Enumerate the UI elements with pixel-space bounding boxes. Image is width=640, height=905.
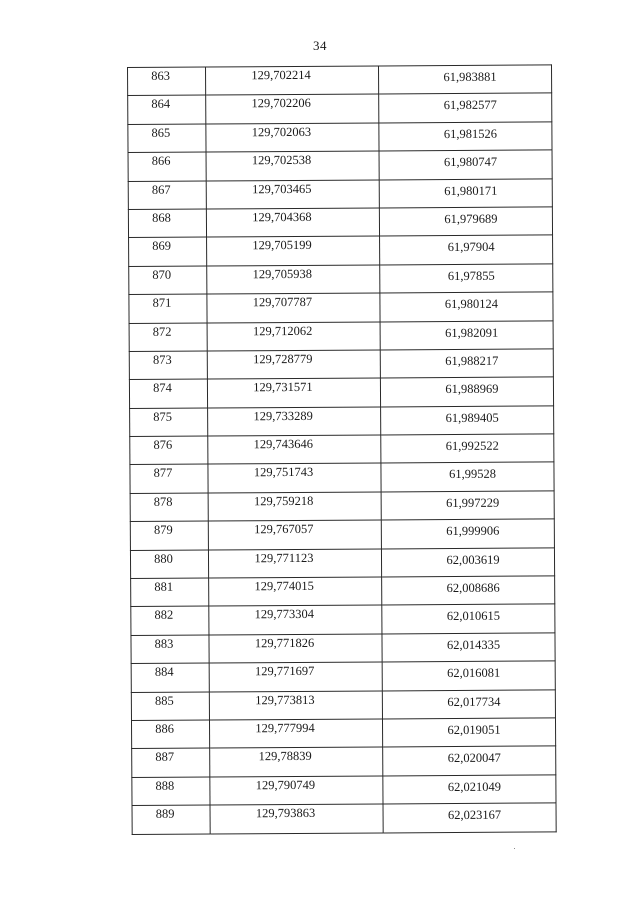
coordinate-x-value: 129,702214 (251, 67, 311, 83)
coordinate-x-cell (209, 634, 382, 663)
coordinate-x-cell (207, 378, 380, 407)
table-row (128, 93, 552, 124)
point-number-value: 863 (151, 68, 170, 83)
table-row (128, 65, 552, 96)
table-row (131, 633, 555, 664)
coordinate-x-value: 129,704368 (252, 209, 312, 225)
coordinate-y-value: 61,99528 (449, 467, 496, 482)
point-number-cell (132, 805, 210, 834)
table-row (131, 661, 555, 692)
coordinate-y-cell (382, 689, 555, 718)
coordinate-y-value: 61,983881 (443, 69, 497, 85)
coordinate-x-value: 129,743646 (253, 436, 314, 452)
coordinate-x-value: 129,78839 (258, 749, 312, 764)
coordinate-y-cell (379, 93, 552, 122)
coordinate-y-value: 61,997229 (446, 495, 500, 510)
coordinate-x-cell (208, 463, 381, 492)
coordinate-y-cell (382, 718, 555, 747)
point-number-value: 877 (153, 466, 173, 481)
point-number-value: 885 (154, 693, 174, 708)
coordinate-y-cell (378, 65, 551, 94)
coordinate-y-cell (379, 122, 552, 151)
table-row (130, 462, 554, 493)
coordinate-y-value: 61,980747 (443, 154, 498, 170)
page-number: 34 (313, 38, 327, 53)
coordinate-y-value: 62,023167 (447, 807, 502, 823)
point-number-cell (130, 464, 208, 493)
table-row (131, 689, 555, 720)
coordinate-x-cell (209, 691, 382, 720)
coordinate-y-cell (380, 264, 553, 293)
point-number-cell (129, 323, 207, 352)
point-number-cell (128, 67, 206, 96)
coordinate-x-cell (206, 180, 379, 209)
coordinate-y-value: 61,981526 (443, 126, 498, 141)
point-number-value: 883 (154, 636, 174, 651)
point-number-cell (130, 550, 208, 579)
point-number-value: 866 (151, 153, 171, 169)
point-number-value: 879 (153, 522, 173, 538)
point-number-cell (129, 351, 207, 380)
coordinate-y-value: 61,97904 (447, 240, 495, 255)
point-number-value: 881 (154, 579, 174, 594)
point-number-cell (129, 379, 207, 408)
point-number-value: 873 (152, 352, 172, 367)
coordinate-y-cell (380, 377, 553, 406)
table-row (130, 519, 554, 550)
table-row (129, 235, 553, 266)
point-number-cell (129, 266, 207, 295)
coordinate-y-value: 61,97855 (447, 268, 495, 283)
coordinate-x-cell (206, 66, 379, 95)
point-number-cell (128, 181, 206, 210)
coordinate-x-cell (209, 577, 382, 606)
coordinate-x-value: 129,790749 (255, 777, 316, 792)
coordinate-x-value: 129,703465 (252, 181, 312, 196)
coordinate-x-cell (210, 776, 383, 805)
point-number-cell (132, 748, 210, 777)
coordinate-y-value: 61,982091 (445, 325, 499, 340)
coordinate-y-value: 61,992522 (445, 438, 499, 454)
table-row (130, 406, 554, 437)
coordinate-x-value: 129,702538 (251, 153, 312, 168)
point-number-value: 868 (152, 210, 171, 225)
point-number-value: 882 (154, 608, 174, 623)
point-number-value: 869 (152, 239, 172, 254)
table-row (131, 718, 555, 749)
point-number-value: 872 (152, 324, 172, 339)
coordinate-y-cell (381, 491, 554, 520)
table-row (130, 548, 554, 579)
table-row (131, 604, 555, 635)
coordinate-y-cell (379, 178, 552, 207)
coordinate-x-value: 129,793863 (255, 806, 316, 821)
coordinate-x-cell (207, 321, 380, 350)
point-number-cell (131, 663, 209, 692)
point-number-value: 874 (153, 381, 172, 396)
coordinate-x-value: 129,751743 (253, 465, 314, 480)
table-row (130, 434, 554, 465)
table-row (129, 349, 553, 380)
point-number-value: 876 (153, 437, 173, 452)
coordinate-x-cell (206, 94, 379, 123)
coordinate-y-cell (383, 746, 556, 775)
coordinate-y-value: 62,020047 (447, 751, 501, 766)
point-number-value: 867 (151, 182, 171, 197)
point-number-value: 880 (154, 551, 173, 566)
coordinate-y-cell (382, 661, 555, 690)
coordinate-x-value: 129,705938 (252, 266, 312, 281)
coordinate-y-cell (382, 604, 555, 633)
table-row (132, 775, 556, 806)
coordinate-x-cell (208, 549, 381, 578)
point-number-cell (131, 606, 209, 635)
table-row (128, 122, 552, 153)
point-number-cell (131, 635, 209, 664)
point-number-cell (130, 436, 208, 465)
coordinate-y-cell (381, 462, 554, 491)
coordinate-x-cell (206, 151, 379, 180)
coordinate-x-value: 129,771123 (254, 550, 314, 565)
point-number-cell (128, 124, 206, 153)
point-number-cell (128, 95, 206, 124)
point-number-cell (131, 578, 209, 607)
coordinate-x-cell (210, 747, 383, 776)
coordinate-x-value: 129,759218 (253, 493, 314, 509)
point-number-value: 878 (153, 494, 173, 509)
coordinate-x-cell (206, 208, 379, 237)
coordinate-y-value: 62,008686 (446, 580, 500, 596)
coordinate-y-cell (382, 633, 555, 662)
coordinates-table-body (128, 65, 557, 834)
table-row (129, 264, 553, 295)
point-number-value: 875 (153, 409, 173, 424)
point-number-cell (130, 408, 208, 437)
coordinate-x-cell (209, 605, 382, 634)
coordinate-y-value: 61,999906 (446, 523, 500, 539)
coordinate-x-cell (207, 293, 380, 322)
coordinate-y-value: 61,989405 (445, 410, 499, 425)
point-number-cell (128, 152, 206, 181)
coordinate-x-value: 129,773304 (254, 607, 315, 622)
coordinate-y-cell (381, 548, 554, 577)
point-number-cell (129, 237, 207, 266)
coordinate-x-cell (206, 123, 379, 152)
coordinate-x-cell (207, 265, 380, 294)
coordinate-x-cell (208, 520, 381, 549)
coordinate-y-cell (383, 803, 556, 832)
coordinate-y-value: 61,988969 (445, 382, 499, 397)
coordinate-x-value: 129,712062 (252, 323, 313, 338)
coordinate-y-value: 61,982577 (443, 98, 497, 113)
coordinate-y-cell (379, 207, 552, 236)
coordinate-y-cell (379, 150, 552, 179)
coordinate-x-cell (208, 435, 381, 464)
coordinate-y-cell (382, 576, 555, 605)
coordinate-x-value: 129,707787 (252, 294, 313, 310)
point-number-value: 886 (155, 721, 174, 736)
coordinate-x-value: 129,733289 (253, 408, 313, 423)
table-row (131, 576, 555, 607)
coordinate-y-cell (380, 235, 553, 264)
point-number-cell (131, 720, 209, 749)
coordinate-y-cell (380, 292, 553, 321)
coordinate-x-value: 129,777994 (255, 720, 315, 736)
table-row (128, 150, 552, 181)
coordinate-x-cell (207, 236, 380, 265)
coordinate-x-cell (210, 804, 383, 833)
coordinate-y-value: 62,016081 (447, 665, 501, 681)
point-number-value: 887 (155, 750, 175, 765)
point-number-cell (130, 521, 208, 550)
point-number-cell (128, 209, 206, 238)
coordinate-y-value: 62,017734 (447, 694, 501, 709)
coordinate-x-value: 129,705199 (252, 238, 312, 253)
coordinates-table (127, 64, 557, 834)
coordinate-x-value: 129,771826 (254, 635, 315, 651)
coordinate-x-value: 129,771697 (254, 664, 315, 679)
coordinate-y-value: 62,021049 (447, 779, 502, 794)
scan-speck (514, 848, 515, 849)
table-row (130, 491, 554, 522)
coordinate-y-cell (381, 434, 554, 463)
coordinate-y-value: 62,003619 (446, 552, 500, 567)
table-row (132, 746, 556, 777)
point-number-cell (130, 493, 208, 522)
coordinate-x-cell (209, 662, 382, 691)
coordinate-y-cell (380, 349, 553, 378)
point-number-value: 889 (155, 806, 175, 821)
point-number-value: 871 (152, 295, 172, 310)
coordinate-x-cell (208, 407, 381, 436)
coordinate-x-value: 129,767057 (254, 522, 314, 537)
coordinate-x-value: 129,728779 (253, 351, 313, 367)
coordinate-x-cell (208, 492, 381, 521)
point-number-value: 888 (155, 778, 175, 793)
coordinate-x-value: 129,773813 (255, 692, 315, 707)
table-row (128, 178, 552, 209)
coordinate-y-cell (380, 320, 553, 349)
coordinate-x-cell (207, 350, 380, 379)
point-number-cell (129, 294, 207, 323)
point-number-cell (132, 777, 210, 806)
point-number-value: 865 (151, 125, 171, 140)
coordinate-y-value: 62,019051 (447, 722, 501, 738)
table-row (129, 320, 553, 351)
point-number-value: 884 (154, 664, 174, 680)
coordinate-y-value: 61,979689 (444, 211, 498, 227)
coordinate-y-cell (381, 519, 554, 548)
coordinate-y-value: 62,014335 (446, 637, 501, 652)
coordinate-x-value: 129,731571 (253, 380, 313, 395)
coordinate-y-value: 61,988217 (445, 353, 499, 368)
coordinate-y-cell (381, 406, 554, 435)
coordinate-x-value: 129,702063 (251, 124, 312, 140)
coordinate-y-value: 61,980124 (444, 296, 499, 312)
table-row (129, 292, 553, 323)
table-row (128, 207, 552, 238)
table-row (129, 377, 553, 408)
coordinate-y-cell (383, 775, 556, 804)
coordinate-x-value: 129,702206 (251, 96, 311, 111)
point-number-value: 864 (151, 97, 171, 112)
coordinate-y-value: 62,010615 (446, 609, 500, 624)
table-row (132, 803, 556, 834)
coordinate-y-value: 61,980171 (444, 183, 498, 198)
coordinate-x-cell (209, 719, 382, 748)
point-number-value: 870 (152, 267, 172, 282)
point-number-cell (131, 692, 209, 721)
coordinate-x-value: 129,774015 (254, 578, 314, 594)
